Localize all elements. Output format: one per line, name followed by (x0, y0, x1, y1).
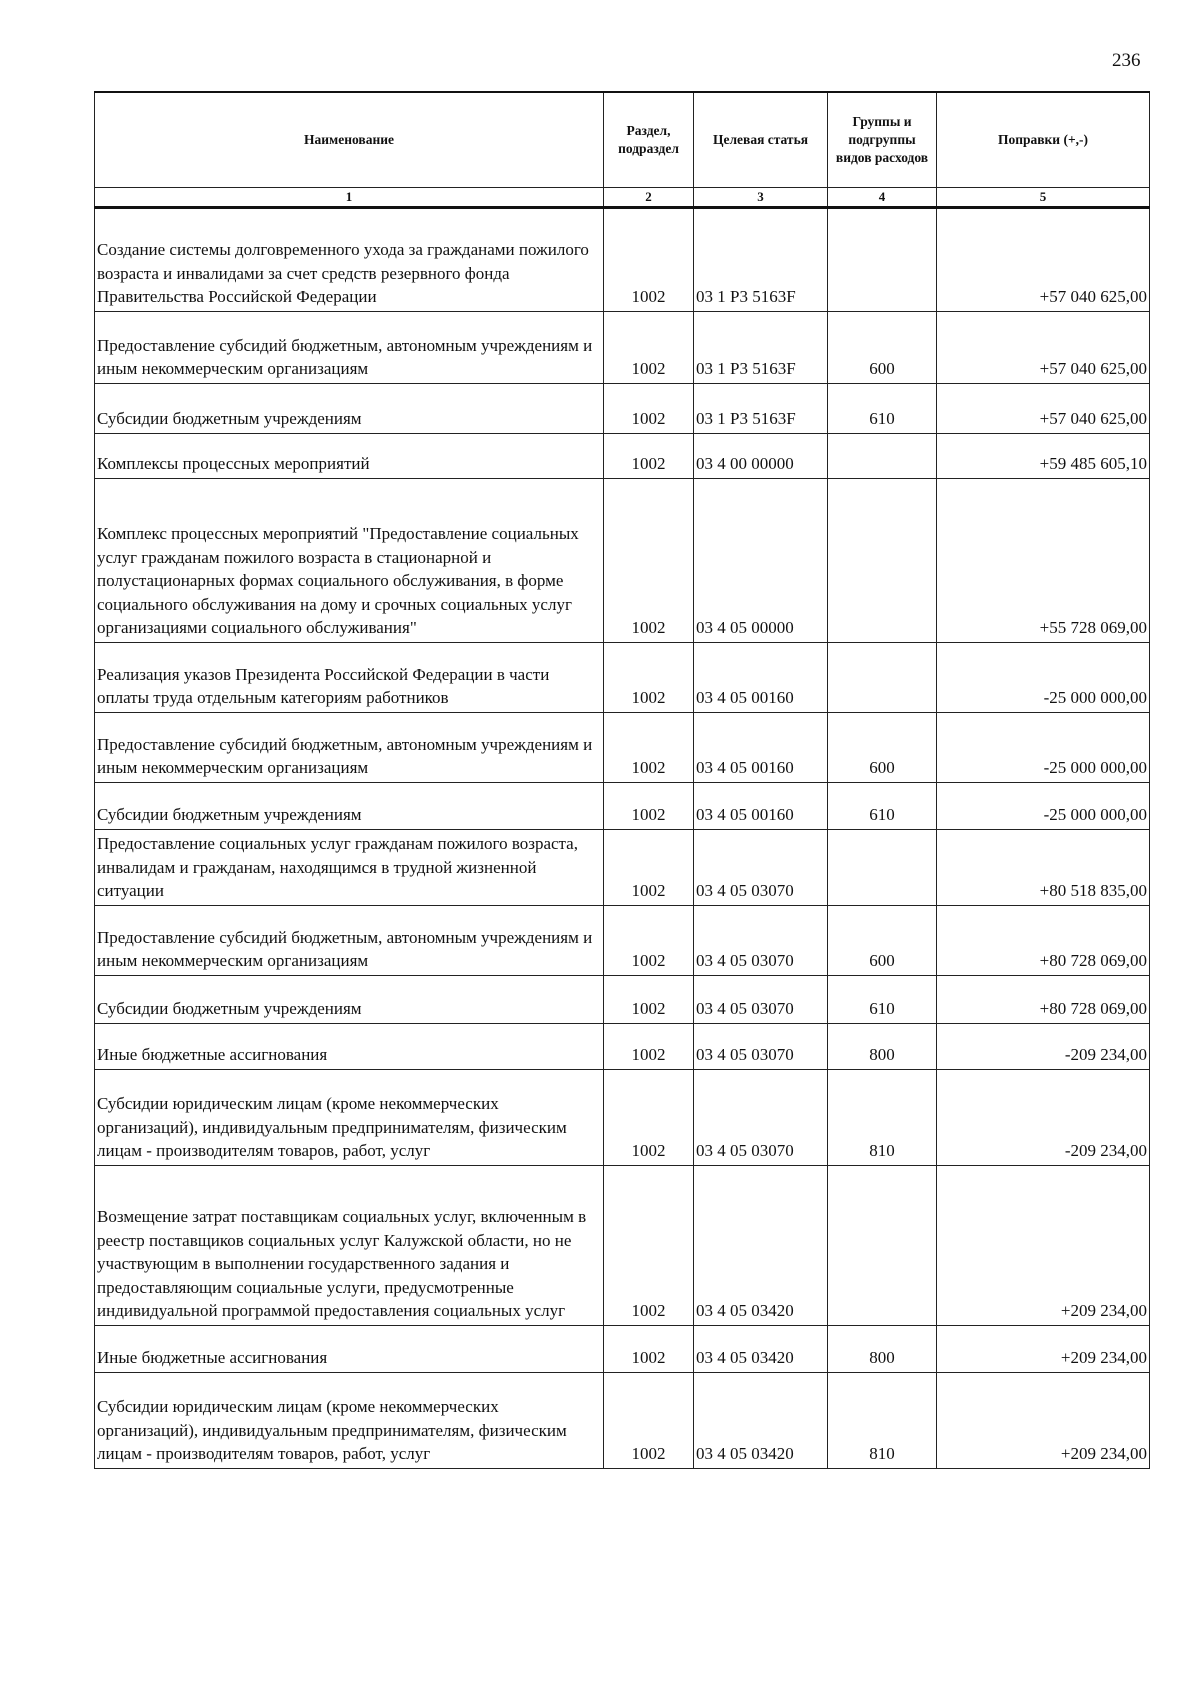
table-row (95, 207, 1150, 311)
table-row (95, 478, 1150, 642)
row-name-cell: Комплексы процессных мероприятий (95, 433, 604, 478)
row-section-cell: 1002 (604, 383, 694, 433)
row-group-cell: 600 (828, 905, 937, 975)
row-name-cell: Субсидии юридическим лицам (кроме некоммерческих организаций), индивидуальным предпринимателям, физическим лицам - производителям товаров, работ, услуг (95, 1069, 604, 1165)
column-number: 5 (937, 188, 1150, 208)
row-target-cell: 03 4 05 00160 (694, 782, 828, 829)
row-section-cell: 1002 (604, 433, 694, 478)
table-row (95, 642, 1150, 712)
row-amount-cell: +57 040 625,00 (937, 207, 1150, 311)
row-name-cell: Предоставление субсидий бюджетным, автономным учреждениям и иным некоммерческим организациям (95, 311, 604, 383)
row-section-cell: 1002 (604, 782, 694, 829)
row-name-cell: Субсидии бюджетным учреждениям (95, 975, 604, 1023)
row-amount-cell: -209 234,00 (937, 1069, 1150, 1165)
header-groups: Группы и подгруппы видов расходов (828, 92, 937, 188)
row-amount-cell: +80 728 069,00 (937, 905, 1150, 975)
row-target-cell: 03 4 05 03420 (694, 1372, 828, 1468)
row-name-cell: Создание системы долговременного ухода за гражданами пожилого возраста и инвалидами за счет средств резервного фонда Правительства Российской Федерации (95, 207, 604, 311)
row-amount-cell: -25 000 000,00 (937, 642, 1150, 712)
row-name-cell: Субсидии бюджетным учреждениям (95, 782, 604, 829)
row-amount-cell: -25 000 000,00 (937, 782, 1150, 829)
header-target: Целевая статья (694, 92, 828, 188)
row-group-cell: 800 (828, 1023, 937, 1069)
row-target-cell: 03 4 05 03070 (694, 1069, 828, 1165)
table-row (95, 311, 1150, 383)
row-group-cell: 800 (828, 1325, 937, 1372)
column-number: 3 (694, 188, 828, 208)
row-amount-cell: -25 000 000,00 (937, 712, 1150, 782)
table-row (95, 975, 1150, 1023)
row-target-cell: 03 4 05 03420 (694, 1165, 828, 1325)
row-section-cell: 1002 (604, 642, 694, 712)
table-row (95, 383, 1150, 433)
row-amount-cell: +59 485 605,10 (937, 433, 1150, 478)
row-section-cell: 1002 (604, 1372, 694, 1468)
row-name-cell: Предоставление социальных услуг гражданам пожилого возраста, инвалидам и гражданам, находящимся в трудной жизненной ситуации (95, 829, 604, 905)
row-amount-cell: +209 234,00 (937, 1325, 1150, 1372)
row-group-cell: 600 (828, 712, 937, 782)
table-row (95, 1069, 1150, 1165)
row-target-cell: 03 4 05 03070 (694, 1023, 828, 1069)
row-target-cell: 03 1 Р3 5163F (694, 207, 828, 311)
row-amount-cell: -209 234,00 (937, 1023, 1150, 1069)
row-section-cell: 1002 (604, 1069, 694, 1165)
row-amount-cell: +55 728 069,00 (937, 478, 1150, 642)
column-number: 2 (604, 188, 694, 208)
row-section-cell: 1002 (604, 1023, 694, 1069)
row-target-cell: 03 4 05 03070 (694, 829, 828, 905)
table-row (95, 1023, 1150, 1069)
row-name-cell: Субсидии бюджетным учреждениям (95, 383, 604, 433)
row-group-cell: 610 (828, 383, 937, 433)
row-group-cell: 600 (828, 311, 937, 383)
row-group-cell: 610 (828, 975, 937, 1023)
row-section-cell: 1002 (604, 1165, 694, 1325)
row-target-cell: 03 4 05 00000 (694, 478, 828, 642)
row-section-cell: 1002 (604, 829, 694, 905)
table-row (95, 712, 1150, 782)
row-section-cell: 1002 (604, 975, 694, 1023)
row-name-cell: Возмещение затрат поставщикам социальных услуг, включенным в реестр поставщиков социальных услуг Калужской области, но не участвующим в выполнении государственного задания и предоставляющим социальные услуги, предусмотренные индивидуальной программой предоставления социальных услуг (95, 1165, 604, 1325)
row-group-cell: 810 (828, 1069, 937, 1165)
header-name: Наименование (95, 92, 604, 188)
header-section: Раздел, подраздел (604, 92, 694, 188)
row-amount-cell: +80 518 835,00 (937, 829, 1150, 905)
row-section-cell: 1002 (604, 1325, 694, 1372)
table-row (95, 1325, 1150, 1372)
row-name-cell: Предоставление субсидий бюджетным, автономным учреждениям и иным некоммерческим организациям (95, 712, 604, 782)
table-row (95, 905, 1150, 975)
row-amount-cell: +209 234,00 (937, 1165, 1150, 1325)
table-row (95, 1372, 1150, 1468)
table-row (95, 1165, 1150, 1325)
row-target-cell: 03 1 Р3 5163F (694, 383, 828, 433)
column-number: 1 (95, 188, 604, 208)
table-row (95, 433, 1150, 478)
row-group-cell (828, 829, 937, 905)
row-group-cell (828, 433, 937, 478)
row-name-cell: Субсидии юридическим лицам (кроме некоммерческих организаций), индивидуальным предпринимателям, физическим лицам - производителям товаров, работ, услуг (95, 1372, 604, 1468)
row-target-cell: 03 4 05 03070 (694, 905, 828, 975)
row-section-cell: 1002 (604, 905, 694, 975)
table-row (95, 829, 1150, 905)
row-amount-cell: +80 728 069,00 (937, 975, 1150, 1023)
row-target-cell: 03 4 05 03070 (694, 975, 828, 1023)
row-section-cell: 1002 (604, 311, 694, 383)
row-name-cell: Иные бюджетные ассигнования (95, 1325, 604, 1372)
row-group-cell: 610 (828, 782, 937, 829)
row-section-cell: 1002 (604, 207, 694, 311)
budget-amendments-table (94, 91, 1150, 1469)
row-section-cell: 1002 (604, 478, 694, 642)
table-row (95, 782, 1150, 829)
table-body (95, 207, 1150, 1468)
row-target-cell: 03 1 Р3 5163F (694, 311, 828, 383)
row-section-cell: 1002 (604, 712, 694, 782)
column-number: 4 (828, 188, 937, 208)
row-name-cell: Предоставление субсидий бюджетным, автономным учреждениям и иным некоммерческим организациям (95, 905, 604, 975)
row-group-cell: 810 (828, 1372, 937, 1468)
page-number: 236 (1112, 50, 1141, 71)
row-target-cell: 03 4 05 00160 (694, 642, 828, 712)
row-group-cell (828, 478, 937, 642)
row-target-cell: 03 4 00 00000 (694, 433, 828, 478)
row-group-cell (828, 1165, 937, 1325)
header-amendments: Поправки (+,-) (937, 92, 1150, 188)
row-group-cell (828, 207, 937, 311)
row-name-cell: Иные бюджетные ассигнования (95, 1023, 604, 1069)
row-amount-cell: +57 040 625,00 (937, 311, 1150, 383)
row-amount-cell: +57 040 625,00 (937, 383, 1150, 433)
row-target-cell: 03 4 05 03420 (694, 1325, 828, 1372)
row-name-cell: Реализация указов Президента Российской Федерации в части оплаты труда отдельным категориям работников (95, 642, 604, 712)
row-target-cell: 03 4 05 00160 (694, 712, 828, 782)
row-amount-cell: +209 234,00 (937, 1372, 1150, 1468)
row-name-cell: Комплекс процессных мероприятий "Предоставление социальных услуг гражданам пожилого возраста в стационарной и полустационарных формах социального обслуживания, в форме социального обслуживания на дому и срочных социальных услуг организациями социального обслуживания" (95, 478, 604, 642)
row-group-cell (828, 642, 937, 712)
